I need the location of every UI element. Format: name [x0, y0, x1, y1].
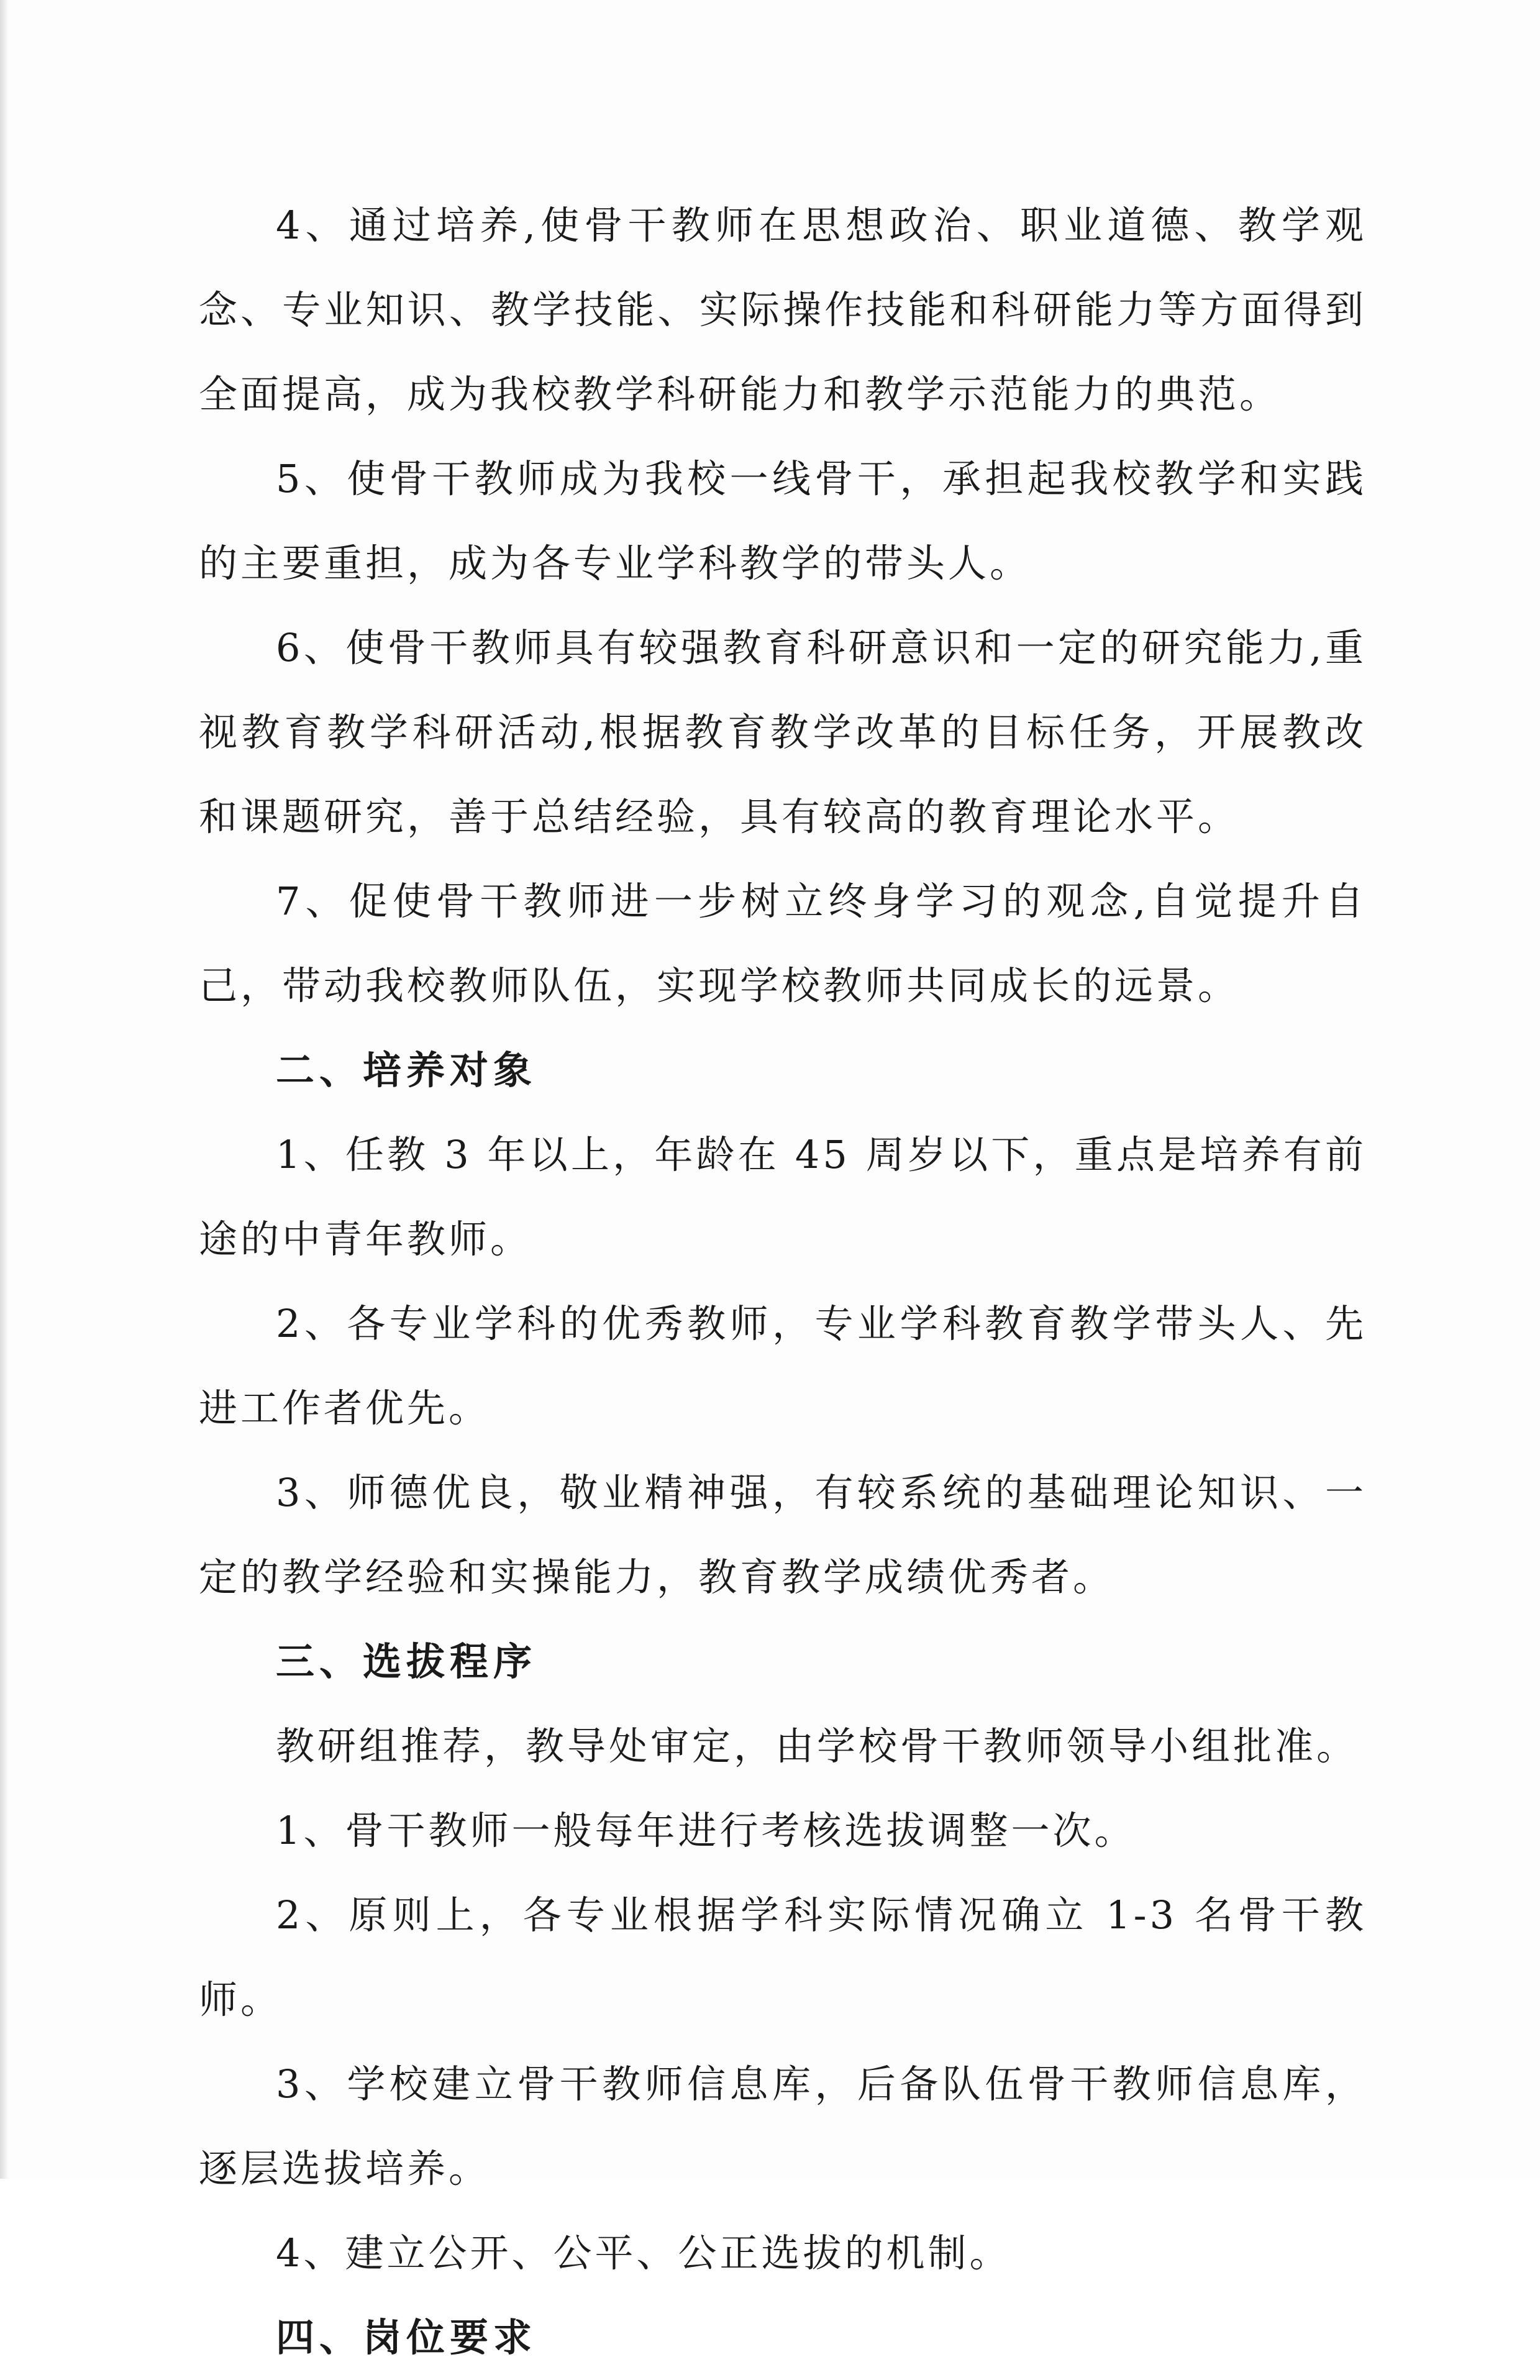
section-heading-3: 三、选拔程序 — [276, 1639, 537, 1684]
para-target-3: 3、师德优良，敬业精神强，有较系统的基础理论知识、一定的教学经验和实操能力，教育教学成绩优秀者。 — [199, 1470, 1367, 1600]
para-procedure-1: 1、骨干教师一般每年进行考核选拔调整一次。 — [276, 1808, 1136, 1853]
para-goal-4: 4、通过培养,使骨干教师在思想政治、职业道德、教学观念、专业知识、教学技能、实际操作技能和科研能力等方面得到全面提高，成为我校教学科研能力和教学示范能力的典范。 — [199, 203, 1367, 417]
para-procedure-4: 4、建立公开、公平、公正选拔的机制。 — [276, 2230, 1011, 2276]
scan-edge-shadow — [0, 0, 9, 2179]
document-body — [199, 183, 1367, 2380]
para-goal-7: 7、促使骨干教师进一步树立终身学习的观念,自觉提升自己，带动我校教师队伍，实现学校教师共同成长的远景。 — [199, 878, 1367, 1008]
para-goal-5: 5、使骨干教师成为我校一线骨干，承担起我校教学和实践的主要重担，成为各专业学科教学的带头人。 — [199, 456, 1367, 586]
para-procedure-2: 2、原则上，各专业根据学科实际情况确立 1-3 名骨干教师。 — [199, 1892, 1367, 2022]
section-heading-2: 二、培养对象 — [276, 1047, 537, 1093]
para-goal-6: 6、使骨干教师具有较强教育科研意识和一定的研究能力,重视教育教学科研活动,根据教育教学改革的目标任务，开展教改和课题研究，善于总结经验，具有较高的教育理论水平。 — [199, 625, 1367, 839]
para-procedure-intro: 教研组推荐，教导处审定，由学校骨干教师领导小组批准。 — [276, 1723, 1359, 1769]
para-target-2: 2、各专业学科的优秀教师，专业学科教育教学带头人、先进工作者优先。 — [199, 1301, 1367, 1431]
section-heading-4: 四、岗位要求 — [276, 2315, 537, 2360]
para-target-1: 1、任教 3 年以上，年龄在 45 周岁以下，重点是培养有前途的中青年教师。 — [199, 1132, 1367, 1262]
para-procedure-3: 3、学校建立骨干教师信息库，后备队伍骨干教师信息库，逐层选拔培养。 — [199, 2061, 1367, 2191]
